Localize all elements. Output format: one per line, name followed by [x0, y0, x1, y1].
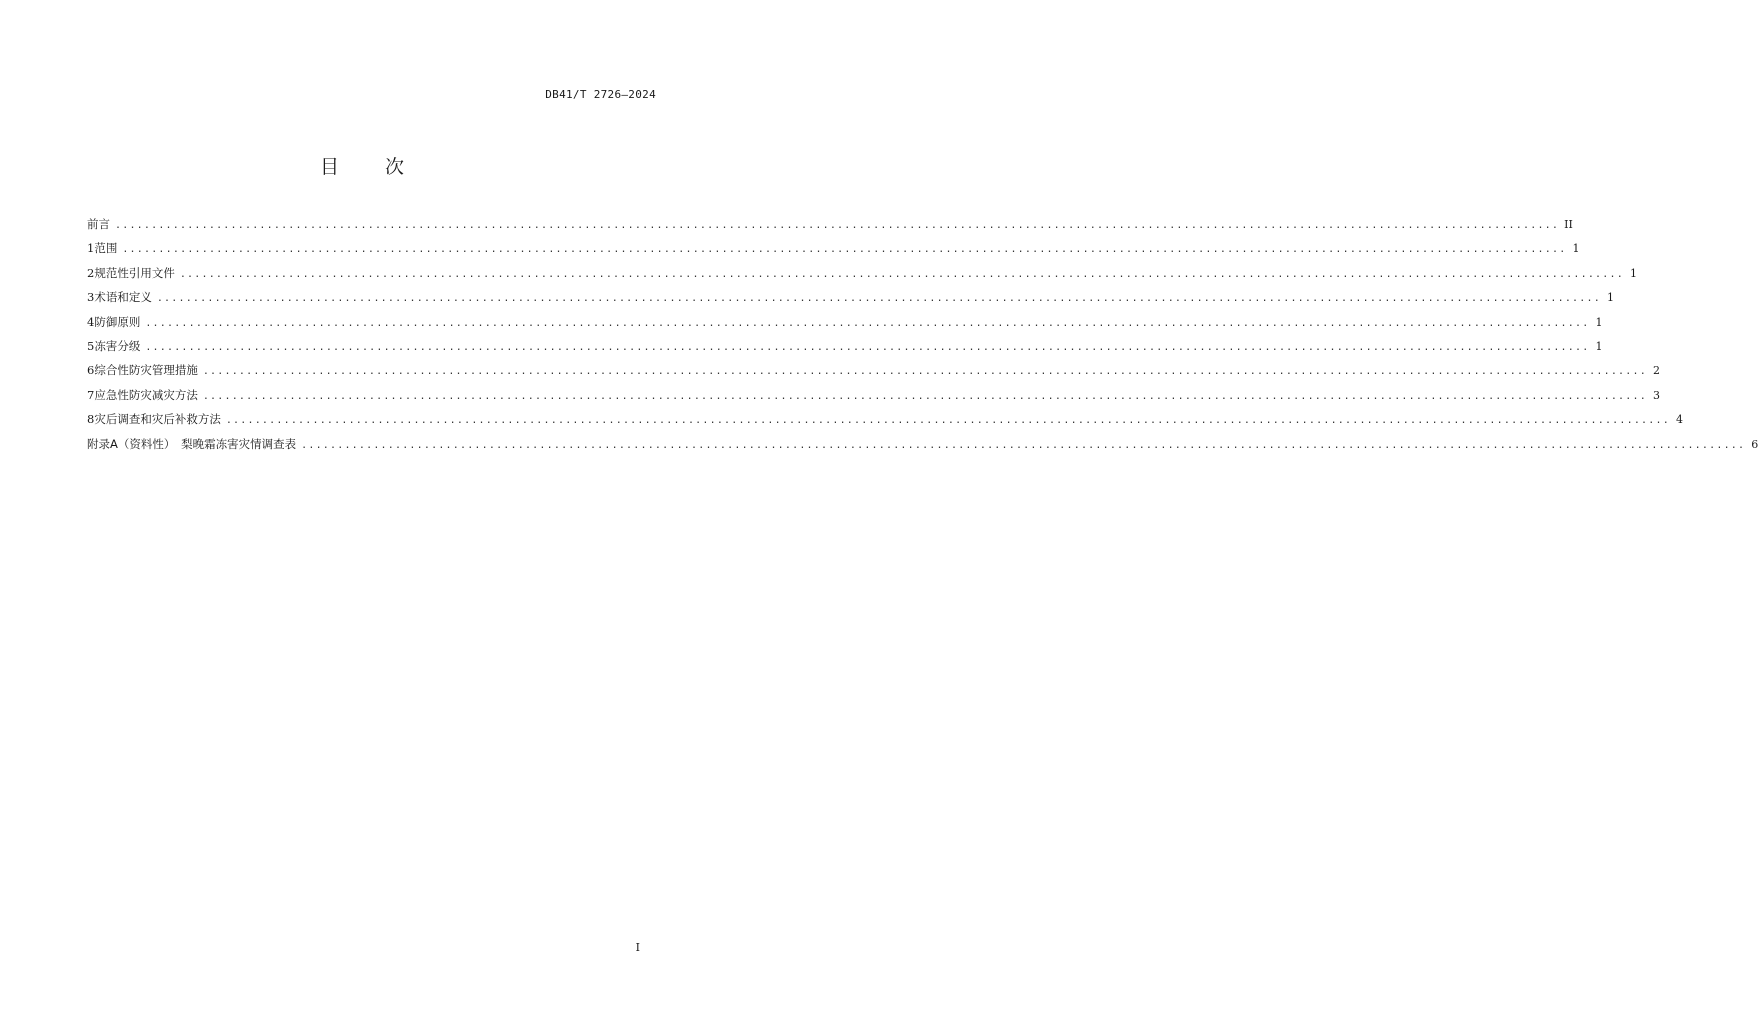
toc-entry-emergency-methods[interactable] — [87, 387, 1660, 411]
dot-leader: ........................................................................................................................................................................................................ — [202, 366, 1647, 378]
dot-leader: ........................................................................................................................................................................................................ — [202, 390, 1647, 402]
dot-leader: ........................................................................................................................................................................................................ — [122, 244, 1567, 256]
toc-entry-number: 6 — [87, 363, 95, 378]
toc-entry-number: 8 — [87, 412, 95, 427]
toc-entry-number: 1 — [87, 241, 95, 256]
toc-entry-defense-principles[interactable] — [87, 314, 1603, 338]
toc-entry-title: 术语和定义 — [94, 290, 152, 305]
page-number: I — [635, 941, 640, 954]
toc-entry-title: 综合性防灾管理措施 — [94, 363, 198, 378]
toc-entry-page: II — [1564, 218, 1573, 231]
toc-entry-title: 前言 — [87, 217, 110, 231]
toc-entry-title: 范围 — [94, 241, 118, 256]
toc-entry-page: 3 — [1652, 388, 1660, 402]
toc-entry-number: 4 — [87, 314, 95, 329]
toc-entry-number: 3 — [87, 290, 95, 305]
toc-entry-title: 防御原则 — [94, 314, 141, 329]
dot-leader: ........................................................................................................................................................................................................ — [115, 220, 1560, 231]
toc-entry-page: 1 — [1595, 339, 1603, 353]
toc-entry-title: 冻害分级 — [94, 338, 141, 353]
dot-leader: ........................................................................................................................................................................................................ — [179, 268, 1624, 280]
toc-entry-page: 1 — [1595, 315, 1603, 329]
dot-leader: ........................................................................................................................................................................................................ — [301, 439, 1746, 451]
toc-entry-comprehensive-measures[interactable] — [87, 362, 1660, 386]
toc-entry-number: 5 — [87, 338, 95, 353]
toc-entry-title: 灾后调查和灾后补救方法 — [94, 412, 221, 427]
toc-list — [87, 216, 1758, 460]
toc-entry-foreword[interactable] — [87, 216, 1573, 240]
dot-leader: ........................................................................................................................................................................................................ — [225, 415, 1670, 427]
toc-entry-title: 附录A（资料性） 梨晚霜冻害灾情调查表 — [87, 436, 297, 451]
toc-entry-number: 7 — [87, 387, 95, 402]
toc-entry-scope[interactable] — [87, 240, 1580, 264]
dot-leader: ........................................................................................................................................................................................................ — [145, 341, 1590, 353]
toc-entry-page: 6 — [1751, 437, 1758, 451]
toc-entry-appendix-a[interactable] — [87, 436, 1758, 460]
toc-entry-normative-references[interactable] — [87, 265, 1637, 289]
dot-leader: ........................................................................................................................................................................................................ — [156, 293, 1601, 305]
toc-entry-page: 1 — [1629, 266, 1637, 280]
toc-entry-title: 应急性防灾减灾方法 — [94, 387, 198, 402]
toc-heading: 目 次 — [319, 156, 425, 178]
toc-entry-page: 4 — [1675, 413, 1683, 427]
dot-leader: ........................................................................................................................................................................................................ — [145, 317, 1590, 329]
toc-entry-post-disaster[interactable] — [87, 411, 1683, 435]
toc-entry-title: 规范性引用文件 — [94, 265, 175, 280]
toc-entry-terms-definitions[interactable] — [87, 289, 1614, 313]
toc-entry-page: 1 — [1606, 291, 1614, 305]
toc-entry-freeze-grading[interactable] — [87, 338, 1603, 362]
toc-entry-page: 1 — [1572, 242, 1580, 256]
document-code: DB41/T 2726—2024 — [545, 88, 656, 101]
toc-entry-number: 2 — [87, 265, 95, 280]
toc-entry-page: 2 — [1652, 364, 1660, 378]
